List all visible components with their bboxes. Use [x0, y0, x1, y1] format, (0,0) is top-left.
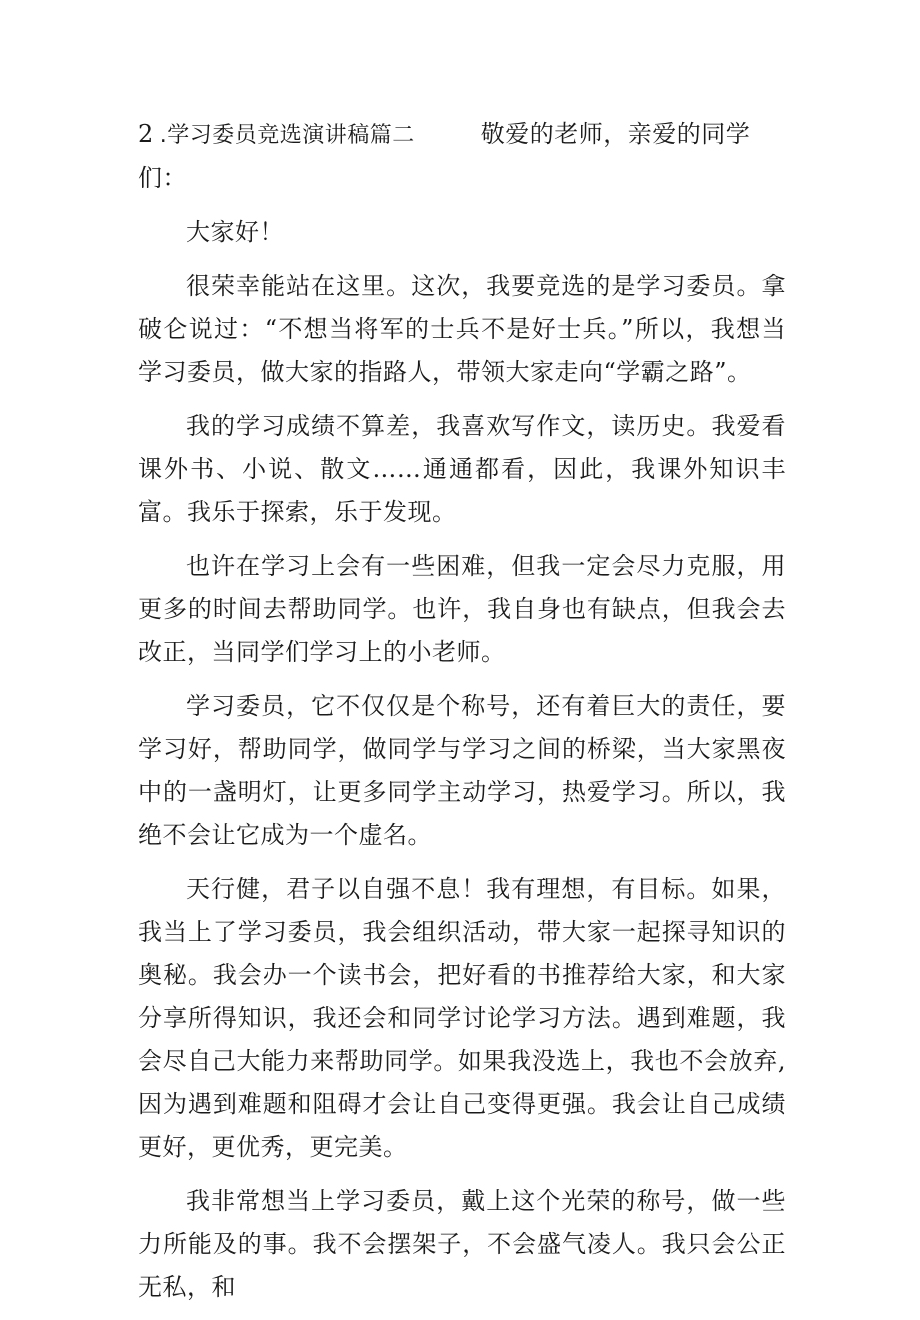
- paragraph: 很荣幸能站在这里。这次，我要竞选的是学习委员。拿破仑说过：“不想当将军的士兵不是好士兵。”所以，我想当学习委员，做大家的指路人，带领大家走向“学霸之路”。: [138, 272, 786, 386]
- greeting-start: 敬爱的老师，亲爱的同学: [480, 120, 751, 148]
- section-title: .学习委员竞选演讲稿篇二: [159, 123, 415, 148]
- paragraph: 天行健，君子以自强不息！我有理想，有目标。如果，我当上了学习委员，我会组织活动，带大家一起探寻知识的奥秘。我会办一个读书会，把好看的书推荐给大家，和大家分享所得知识，我还会和同学讨论学习方法。遇到难题，我会尽自己大能力来帮助同学。如果我没选上，我也不会放弃,因为遇到难题和阻碍才会让自己变得更强。我会让自己成绩更好，更优秀，更完美。: [138, 875, 786, 1161]
- document-body: [138, 113, 786, 1320]
- paragraph: 我的学习成绩不算差，我喜欢写作文，读历史。我爱看课外书、小说、散文……通通都看，因此，我课外知识丰富。我乐于探索，乐于发现。: [138, 412, 786, 526]
- paragraph: 我非常想当上学习委员，戴上这个光荣的称号，做一些力所能及的事。我不会摆架子，不会盛气凌人。我只会公正无私，和: [138, 1187, 786, 1301]
- section-heading: [138, 113, 786, 157]
- paragraph: 也许在学习上会有一些困难，但我一定会尽力克服，用更多的时间去帮助同学。也许，我自身也有缺点，但我会去改正，当同学们学习上的小老师。: [138, 552, 786, 666]
- paragraph-salutation: 大家好！: [186, 218, 284, 246]
- section-number: 2: [138, 120, 154, 148]
- paragraph: 学习委员，它不仅仅是个称号，还有着巨大的责任，要学习好，帮助同学，做同学与学习之间的桥梁，当大家黑夜中的一盏明灯，让更多同学主动学习，热爱学习。所以，我绝不会让它成为一个虚名。: [138, 692, 786, 849]
- greeting-end: 们：: [138, 164, 187, 192]
